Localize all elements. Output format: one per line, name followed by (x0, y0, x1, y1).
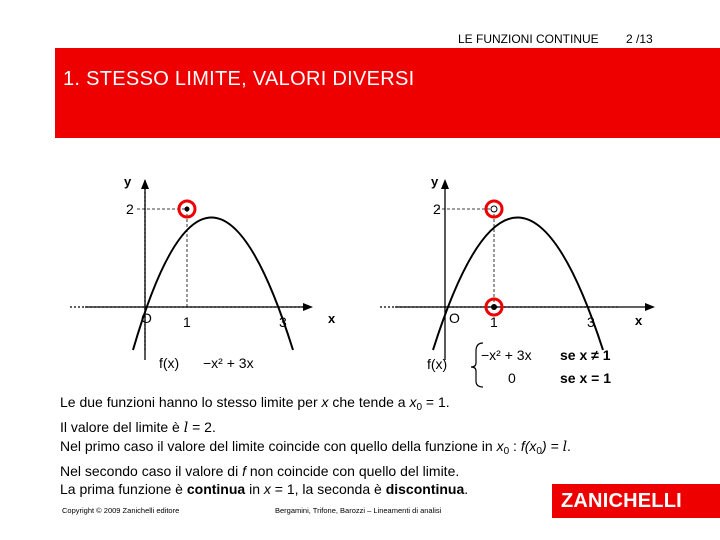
x-axis-label: x (328, 311, 336, 326)
var: x (409, 394, 417, 410)
parabola-curve (433, 218, 603, 351)
point-dot (185, 207, 190, 212)
x-tick-3: 3 (279, 314, 287, 330)
footer-copyright: Copyright © 2009 Zanichelli editore (62, 506, 180, 515)
x-axis-arrow (645, 303, 655, 311)
y-axis-label: y (124, 174, 132, 189)
subscript: 0 (536, 446, 542, 457)
var: x (321, 394, 329, 410)
graph-left (55, 165, 360, 390)
x-tick-1: 1 (490, 314, 498, 330)
text: : (509, 438, 521, 454)
body-line-5 (60, 480, 571, 499)
var: f (242, 462, 246, 479)
bold-term: discontinua (385, 481, 465, 497)
case1-condition: se x ≠ 1 (560, 347, 611, 363)
origin-label: O (449, 310, 460, 326)
text: ) = (541, 438, 563, 454)
text: non coincide con quello del limite. (246, 462, 460, 479)
text: = 1, la seconda è (270, 481, 386, 497)
var: f(x (520, 438, 537, 454)
publisher-logo (552, 484, 720, 518)
y-tick-2: 2 (433, 201, 441, 217)
var: l (562, 439, 568, 455)
text: La prima funzione è (60, 481, 187, 497)
body-line-4 (60, 462, 571, 481)
subscript: 0 (416, 402, 423, 413)
y-axis-arrow (441, 179, 449, 189)
case1-value: −x² + 3x (481, 347, 532, 363)
x-axis-label: x (635, 313, 643, 328)
page-number: 2 /13 (626, 32, 653, 46)
body-line-2 (60, 418, 571, 438)
text: in (245, 481, 264, 497)
subscript: 0 (503, 446, 510, 457)
text: = 1. (422, 394, 450, 410)
text: . (464, 481, 469, 497)
graph-right (365, 165, 670, 390)
body-line-1 (60, 393, 571, 418)
var: x (496, 438, 504, 454)
formula-rhs: −x² + 3x (203, 355, 254, 371)
body-line-3 (60, 437, 571, 462)
text: Le due funzioni hanno lo stesso limite per (60, 394, 322, 410)
origin-label: O (141, 310, 152, 326)
open-point (491, 206, 497, 212)
parabola-curve (133, 218, 293, 351)
case2-condition: se x = 1 (560, 370, 611, 386)
x-tick-1: 1 (183, 314, 191, 330)
formula-lhs: f(x) (427, 356, 448, 372)
var: l (183, 419, 189, 436)
y-tick-2: 2 (126, 201, 134, 217)
footer-authors: Bergamini, Trifone, Barozzi – Lineamenti di analisi (275, 506, 442, 515)
text: Nel primo caso il valore del limite coincide con quello della funzione in (60, 438, 497, 454)
y-axis-arrow (141, 179, 149, 189)
header-title: LE FUNZIONI CONTINUE (458, 32, 599, 46)
text: Nel secondo caso il valore di (60, 462, 243, 479)
publisher-name: ZANICHELLI (561, 490, 682, 512)
y-axis-label: y (431, 174, 439, 189)
text: = 2. (188, 418, 216, 435)
bold-term: continua (186, 481, 246, 497)
x-tick-3: 3 (587, 314, 595, 330)
case2-value: 0 (508, 370, 516, 386)
x-axis-arrow (303, 303, 313, 311)
body-text (60, 393, 571, 499)
var: x (263, 481, 271, 497)
text: Il valore del limite è (60, 418, 184, 435)
formula-lhs: f(x) (159, 355, 180, 371)
title-banner (55, 48, 720, 138)
text: che tende a (328, 394, 410, 410)
text: . (567, 438, 571, 454)
slide-title: 1. STESSO LIMITE, VALORI DIVERSI (63, 68, 415, 90)
isolated-point-dot (491, 304, 497, 310)
